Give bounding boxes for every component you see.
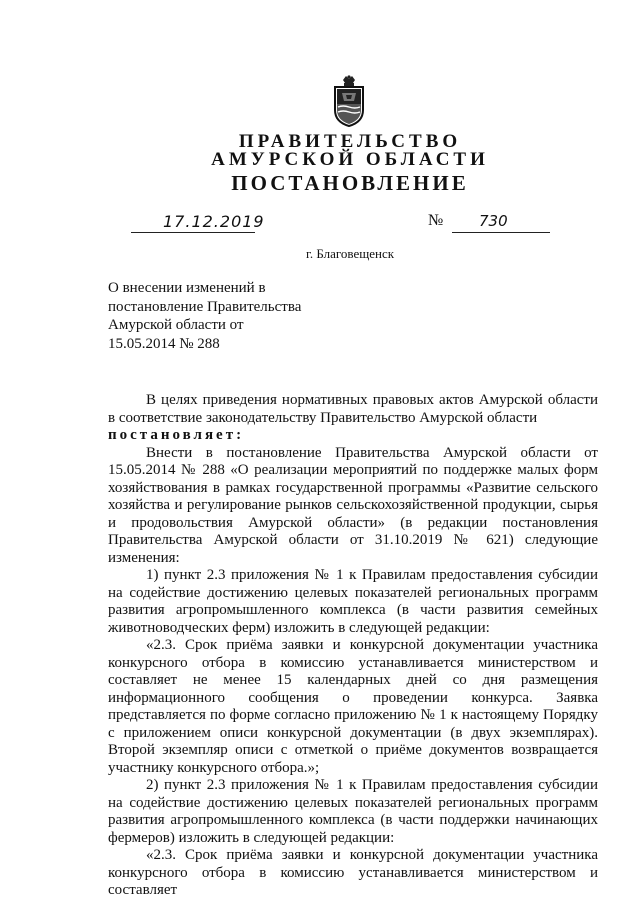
body-paragraph: «2.3. Срок приёма заявки и конкурсной документации участника конкурсного отбора в комиссию устанавливается министерством и составляет xyxy=(108,847,598,898)
decree-word: постановляет: xyxy=(108,427,245,443)
subject-line: постановление Правительства xyxy=(108,298,302,315)
number-field xyxy=(452,214,550,233)
document-date: 17.12.2019 xyxy=(163,212,265,231)
subject-line: Амурской области от xyxy=(108,317,244,333)
date-field xyxy=(131,212,265,233)
preamble-paragraph: В целях приведения нормативных правовых актов Амурской области в соответствие законодательству Правительство Амурской области xyxy=(108,392,598,426)
body-paragraph: 2) пункт 2.3 приложения № 1 к Правилам предоставления субсидии на содействие достижению целевых показателей региональных программ развития агропромышленного комплекса (в части поддержки начинающих фермеров) изложить в следующей редакции: xyxy=(108,777,598,846)
body-paragraph: 1) пункт 2.3 приложения № 1 к Правилам предоставления субсидии на содействие достижению целевых показателей региональных программ развития агропромышленного комплекса (в части развития семейных животноводческих ферм) изложить в следующей редакции: xyxy=(108,567,598,636)
government-title: ПРАВИТЕЛЬСТВО xyxy=(238,131,462,152)
subject-line: О внесении изменений в xyxy=(108,280,266,296)
subject-line: 15.05.2014 № 288 xyxy=(108,335,220,352)
city-label: г. Благовещенск xyxy=(305,246,395,261)
region-title: АМУРСКОЙ ОБЛАСТИ xyxy=(211,149,489,170)
body-paragraph: Внести в постановление Правительства Амурской области от 15.05.2014 № 288 «О реализации мероприятий по поддержке малых форм хозяйствования в рамках государственной программы «Развитие сельского хозяйства и регулирование рынков сельскохозяйственной продукции, сырья и продовольствия Амурской области» (в редакции постановления Правительства Амурской области от 31.10.2019 № 621) следующие изменения: xyxy=(108,444,598,566)
subject-block xyxy=(108,279,368,353)
document-body xyxy=(108,392,598,900)
document-number: 730 xyxy=(479,212,508,230)
document-type-title: ПОСТАНОВЛЕНИЕ xyxy=(231,171,469,195)
body-paragraph: «2.3. Срок приёма заявки и конкурсной документации участника конкурсного отбора в комиссию устанавливается министерством и составляет не менее 15 календарных дней со дня размещения информационного сообщения о проведении конкурса. Заявка представляется по форме согласно приложению № 1 к настоящему Порядку с приложением описи конкурсной документации (в двух экземплярах). Второй экземпляр описи с отметкой о приёме документов возвращается участнику конкурсного отбора.»; xyxy=(108,637,598,776)
number-label: № xyxy=(428,212,444,229)
coat-of-arms-icon xyxy=(329,74,369,128)
